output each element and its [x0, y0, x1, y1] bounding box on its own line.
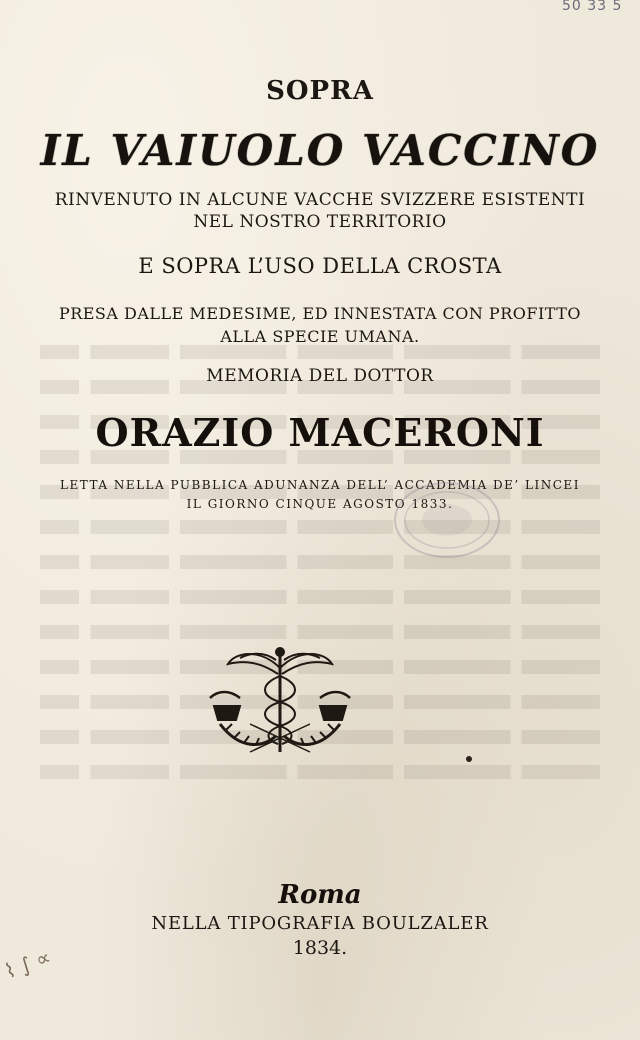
title-line-4: PRESA DALLE MEDESIME, ED INNESTATA CON PROFITTO [58, 304, 582, 323]
library-stamp-icon [392, 480, 502, 560]
title-line-1: RINVENUTO IN ALCUNE VACCHE SVIZZERE ESISTENTI [54, 190, 586, 210]
imprint-printer: NELLA TIPOGRAFIA BOULZALER [151, 913, 489, 934]
ink-dot [466, 756, 472, 762]
title-sopra: SOPRA [266, 76, 374, 106]
reading-line-2: IL GIORNO CINQUE AGOSTO 1833. [186, 497, 454, 511]
corner-shelfmark: 50 33 5 [562, 0, 623, 14]
author-name: ORAZIO MACERONI [95, 410, 545, 455]
caduceus-wreath-icon [200, 640, 360, 760]
imprint-place: Roma [278, 880, 362, 910]
title-line-2: NEL NOSTRO TERRITORIO [193, 212, 447, 232]
imprint-year: 1834. [292, 937, 348, 959]
handwritten-margin-note: ⌇ ∫ ∝ [1, 944, 54, 984]
title-line-6: MEMORIA DEL DOTTOR [206, 366, 434, 386]
title-line-3: E SOPRA L’USO DELLA CROSTA [138, 254, 502, 278]
reading-line-1: LETTA NELLA PUBBLICA ADUNANZA DELL’ ACCADEMIA DE’ LINCEI [60, 478, 580, 492]
title-line-5: ALLA SPECIE UMANA. [220, 327, 420, 346]
title-blackletter: IL VAIUOLO VACCINO [40, 126, 600, 175]
